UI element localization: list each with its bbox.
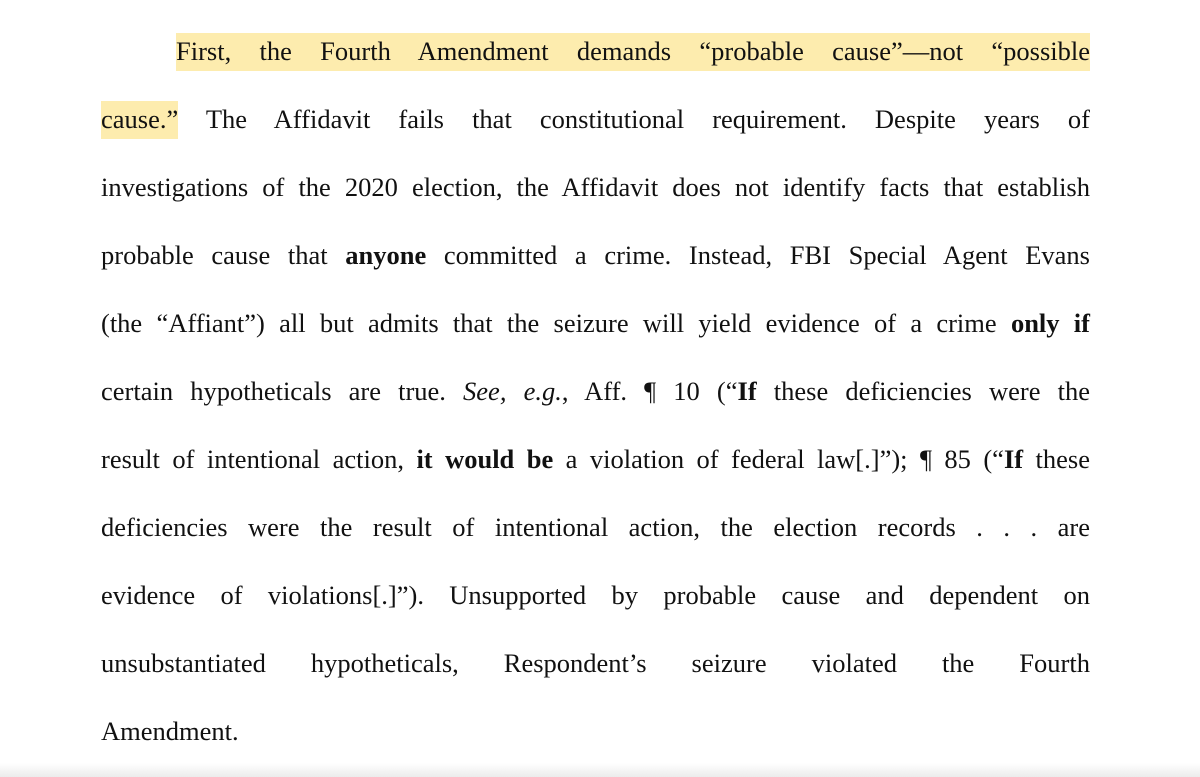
- line-text: result of intentional action,: [101, 444, 417, 474]
- line-text: a violation of federal law[.]”); ¶ 85 (“: [553, 444, 1004, 474]
- bold-text: it would be: [416, 444, 554, 474]
- line-text: Amendment.: [101, 716, 239, 746]
- paragraph-line-11: [101, 711, 1090, 751]
- line-text: The Affidavit fails that constitutional requirement. Despite years of: [178, 104, 1090, 134]
- line-text: investigations of the 2020 election, the Affidavit does not identify facts that establish: [101, 172, 1090, 202]
- line-text: these: [1023, 444, 1090, 474]
- line-text: , Aff. ¶ 10 (“: [561, 376, 738, 406]
- paragraph-line-10: [101, 643, 1090, 683]
- bold-text: anyone: [345, 240, 427, 270]
- line-text: deficiencies were the result of intentional action, the election records . . . are: [101, 512, 1090, 542]
- highlighted-text: First, the Fourth Amendment demands “probable cause”—not “possible: [176, 33, 1090, 71]
- line-text: certain hypotheticals are true.: [101, 376, 464, 406]
- bold-text: If: [737, 376, 757, 406]
- page-bottom-edge: [0, 763, 1200, 777]
- paragraph-line-3: [101, 167, 1090, 207]
- paragraph-line-9: [101, 575, 1090, 615]
- paragraph-line-1: [176, 31, 1090, 71]
- line-text: these deficiencies were the: [756, 376, 1090, 406]
- paragraph-line-4: [101, 235, 1090, 275]
- line-text: unsubstantiated hypotheticals, Respondent’s seizure violated the Fourth: [101, 648, 1090, 678]
- paragraph-line-7: [101, 439, 1090, 479]
- paragraph-line-5: [101, 303, 1090, 343]
- paragraph-line-8: [101, 507, 1090, 547]
- line-text: committed a crime. Instead, FBI Special Agent Evans: [426, 240, 1090, 270]
- italic-citation: See, e.g.: [463, 376, 562, 406]
- line-text: probable cause that: [101, 240, 346, 270]
- highlighted-text: cause.”: [101, 101, 178, 139]
- paragraph-line-6: [101, 371, 1090, 411]
- bold-text: If: [1003, 444, 1024, 474]
- bold-text: only if: [1010, 308, 1090, 338]
- line-text: (the “Affiant”) all but admits that the seizure will yield evidence of a crime: [101, 308, 1011, 338]
- line-text: evidence of violations[.]”). Unsupported by probable cause and dependent on: [101, 580, 1090, 610]
- paragraph-line-2: [101, 99, 1090, 139]
